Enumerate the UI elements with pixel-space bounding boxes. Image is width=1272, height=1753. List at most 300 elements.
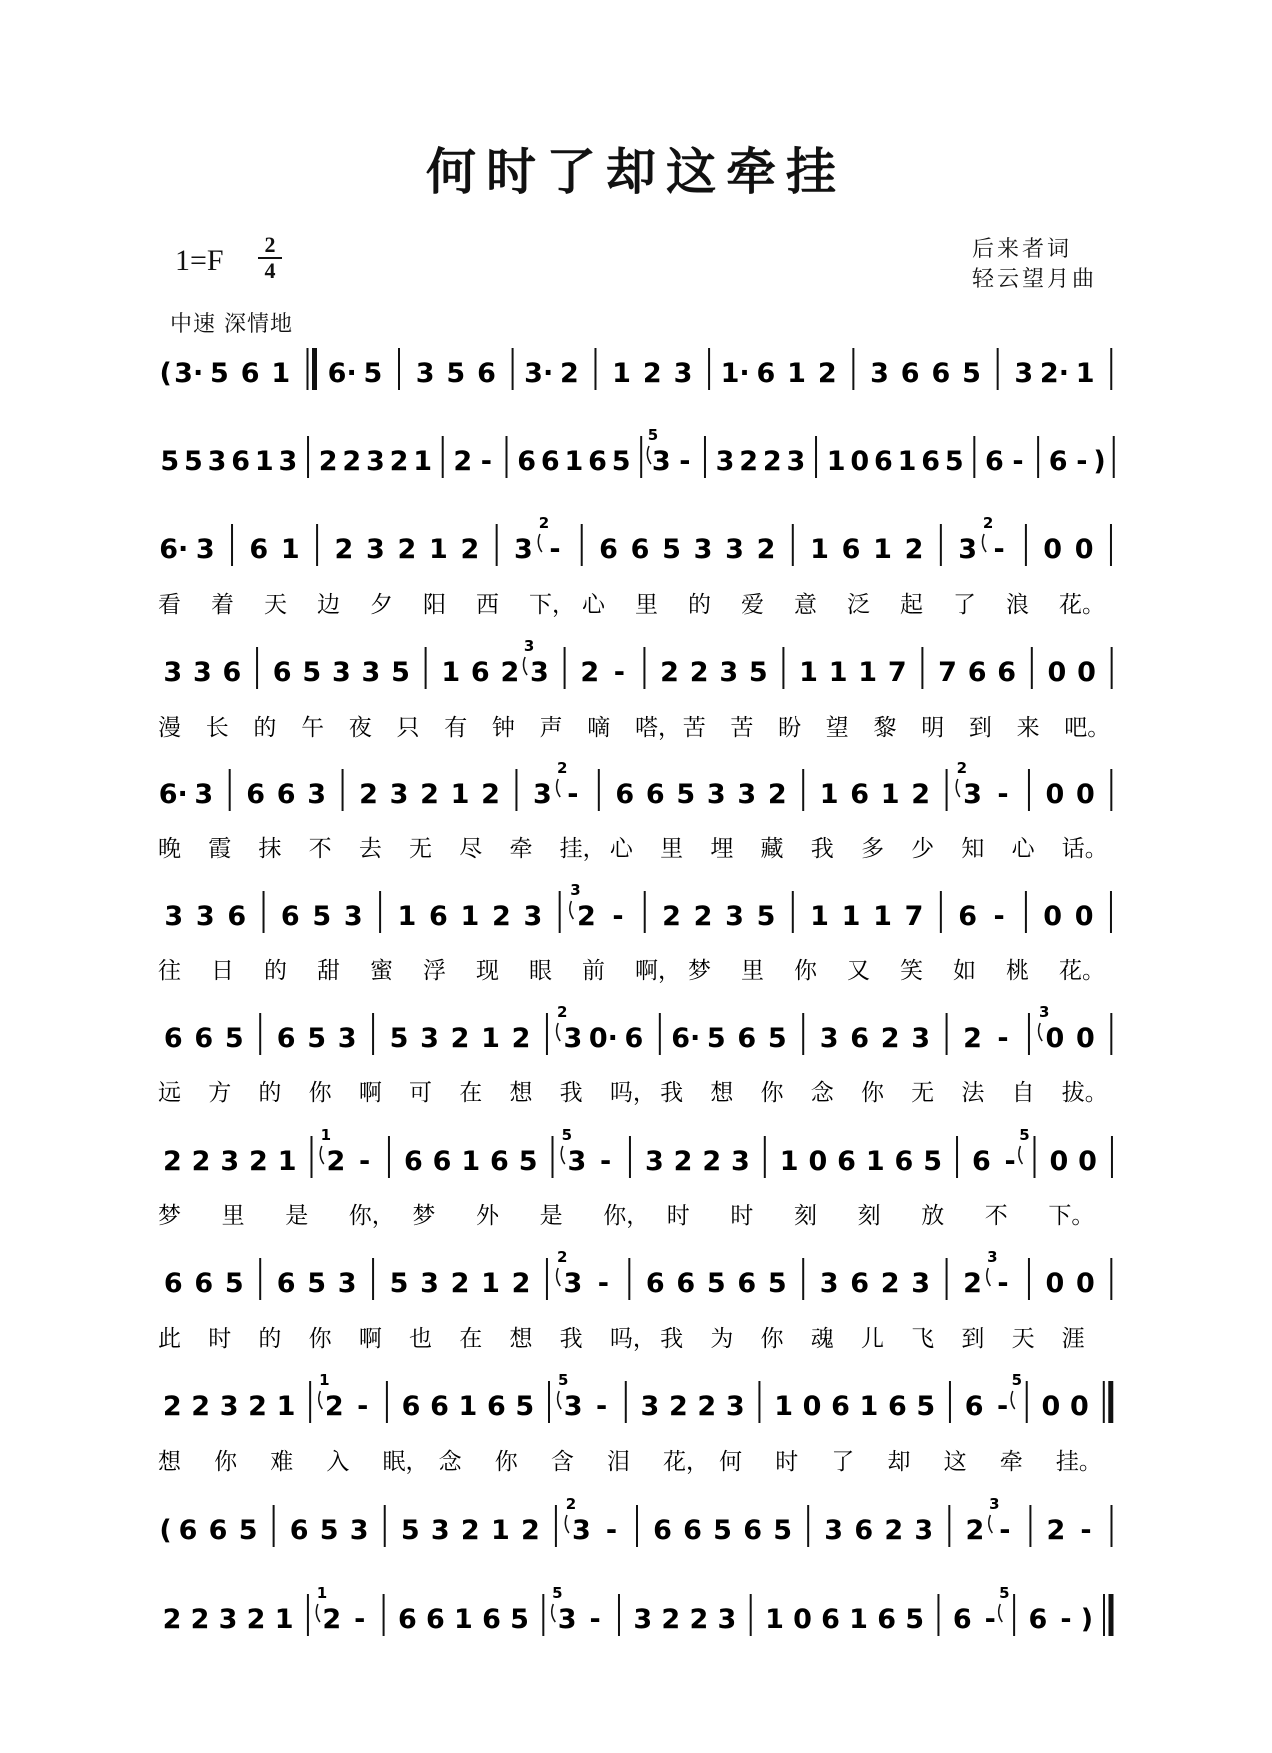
note: 6 (964, 1391, 984, 1422)
note: 6 (887, 1391, 907, 1422)
note: 1 (810, 534, 829, 565)
lyric: 想 (509, 1080, 533, 1106)
lyric: 的 (688, 592, 711, 618)
lyric: 看 (158, 592, 181, 618)
note: 3 (644, 1146, 664, 1177)
note: 1 (826, 446, 846, 477)
note: 2 (904, 534, 924, 565)
note: 1 (765, 1604, 784, 1635)
note: - (599, 1146, 612, 1177)
note: 5 (319, 1515, 339, 1546)
lyric: 下， (529, 592, 575, 618)
lyric: 你 (214, 1449, 238, 1475)
note: 2 (642, 358, 662, 389)
note: 2 (420, 779, 439, 810)
lyric: 你 (308, 1326, 332, 1352)
note: 2 (702, 1146, 722, 1177)
note: 3 (365, 446, 385, 477)
lyric: 少 (911, 836, 935, 862)
grace-hook (538, 534, 542, 552)
note: 2 (661, 1604, 681, 1635)
lyric: 前 (582, 958, 605, 984)
lyric: 我 (660, 1080, 684, 1106)
note: 0 (1075, 779, 1095, 810)
note: 6 (997, 657, 1017, 688)
note: 3 (725, 1391, 745, 1422)
note: 6 (231, 446, 251, 477)
note: 1 (858, 657, 878, 688)
note: 2 (580, 657, 600, 688)
note: 6 (194, 1268, 214, 1299)
lyric: 爱 (741, 592, 764, 618)
note: 6 (756, 358, 776, 389)
lyric: 甜 (317, 958, 340, 984)
note: 3 (731, 1146, 750, 1177)
note: 3 (1014, 358, 1034, 389)
note: 2 (500, 657, 520, 688)
note: 1 (873, 901, 892, 932)
lyric: 眠， (382, 1449, 429, 1475)
lyric: 夕 (370, 592, 393, 618)
lyric: 时 (775, 1449, 799, 1475)
lyric: 霞 (208, 836, 232, 862)
note: 5 (363, 358, 383, 389)
lyric: 你 (308, 1080, 332, 1106)
grace-hook (989, 1515, 993, 1533)
note: 5 (905, 1604, 925, 1635)
note: 5 (662, 534, 681, 565)
lyric: 不 (308, 836, 332, 862)
note: - (1080, 1515, 1092, 1546)
note: 6 (482, 1604, 501, 1635)
note: - (597, 1268, 610, 1299)
lyric: 浪 (1006, 592, 1029, 618)
note: ( (159, 358, 172, 389)
grace-hook (319, 1391, 323, 1409)
note: 1 (460, 901, 480, 932)
lyric: 刻 (857, 1203, 881, 1229)
note: 0 (1074, 901, 1094, 932)
lyric: 你， (348, 1203, 395, 1229)
note: 3 (563, 1391, 583, 1422)
lyric: 了 (953, 592, 976, 618)
key-signature: 1=F (175, 244, 224, 277)
lyric: 了 (831, 1449, 855, 1475)
lyric: 埋 (710, 836, 734, 862)
note: 3 (673, 358, 693, 389)
note: 6 (477, 358, 496, 389)
note: 1 (280, 534, 300, 565)
note: 1 (873, 534, 892, 565)
note: 0 (1045, 1268, 1065, 1299)
note: 6· (327, 358, 357, 389)
lyric: 此 (158, 1326, 181, 1352)
note: 1 (274, 1604, 294, 1635)
note: 2 (559, 358, 579, 389)
note: 3 (307, 779, 327, 810)
lyric: 的 (253, 715, 277, 741)
grace-hook (1011, 1391, 1015, 1409)
note: 6 (222, 657, 242, 688)
note: 2 (1046, 1515, 1066, 1546)
note: 3 (532, 779, 552, 810)
note: 6· (158, 779, 188, 810)
lyric: 我 (559, 1080, 583, 1106)
lyric: 声 (539, 715, 563, 741)
grace-note: 1 (316, 1584, 328, 1602)
note: 6 (958, 901, 978, 932)
grace-note: 1 (319, 1371, 330, 1389)
grace-hook (552, 1604, 556, 1622)
note: 1 (787, 358, 806, 389)
lyric: 我 (660, 1326, 684, 1352)
note: 6 (540, 446, 560, 477)
lyric: 念 (810, 1080, 834, 1106)
note: 0 (1043, 901, 1063, 932)
note: 1 (490, 1515, 510, 1546)
lyric: 吧。 (1064, 715, 1111, 741)
note: 3 (194, 779, 214, 810)
note: 6 (850, 779, 870, 810)
lyric: 嘀 (587, 715, 611, 741)
note: 2 (342, 446, 362, 477)
note: 3 (192, 657, 212, 688)
lyric: 挂。 (1055, 1449, 1102, 1475)
lyric: 西 (476, 592, 499, 618)
lyric: 只 (396, 715, 420, 741)
note: 6 (249, 534, 269, 565)
note: 5 (706, 1023, 726, 1054)
grace-note: 3 (989, 1495, 1000, 1513)
grace-note: 3 (523, 637, 535, 655)
note: 6 (163, 1023, 183, 1054)
lyric: 天 (1011, 1326, 1035, 1352)
grace-note: 5 (647, 426, 659, 444)
note: 6 (276, 779, 296, 810)
lyric: 明 (921, 715, 945, 741)
note: 5 (923, 1146, 943, 1177)
note: 3 (420, 1268, 439, 1299)
lyric: 儿 (860, 1326, 884, 1352)
note: 2 (191, 1391, 211, 1422)
note: 6 (972, 1146, 991, 1177)
lyric: 眼 (529, 958, 552, 984)
lyric: 为 (710, 1326, 734, 1352)
lyric: 的 (264, 958, 287, 984)
note: 6 (952, 1604, 972, 1635)
note: 2 (318, 446, 338, 477)
lyric: 想 (710, 1080, 734, 1106)
note: 5 (210, 358, 229, 389)
lyric: 时 (208, 1326, 232, 1352)
note: - (358, 1146, 371, 1177)
note: 2 (689, 657, 709, 688)
note: 3 (824, 1515, 844, 1546)
note: 3 (278, 446, 298, 477)
note: 6 (401, 1391, 421, 1422)
note: 5 (389, 1268, 409, 1299)
note: 6 (967, 657, 987, 688)
lyric: 自 (1011, 1080, 1035, 1106)
grace-note: 5 (999, 1584, 1010, 1602)
note: 2 (249, 1146, 268, 1177)
note: 6 (894, 1146, 914, 1177)
note: 6 (630, 534, 650, 565)
note: 2 (660, 657, 679, 688)
lyric: 飞 (911, 1326, 935, 1352)
lyric: 泪 (606, 1449, 630, 1475)
note: 2 (911, 779, 931, 810)
note: 1 (413, 446, 433, 477)
note: 2 (322, 1604, 342, 1635)
note: 1 (450, 779, 470, 810)
grace-hook (320, 1146, 324, 1164)
lyric: 尽 (459, 836, 483, 862)
lyric: 啊 (358, 1326, 382, 1352)
lyric: 在 (459, 1326, 483, 1352)
lyric: 长 (205, 715, 229, 741)
lyric: 去 (358, 836, 382, 862)
lyric: 的 (258, 1326, 282, 1352)
note: 0· (588, 1023, 618, 1054)
note: 3 (337, 1268, 357, 1299)
note: 2 (767, 779, 787, 810)
lyric: 吗， (609, 1080, 656, 1106)
note: 3 (651, 446, 671, 477)
note: 6 (743, 1515, 763, 1546)
note: 1 (428, 534, 448, 565)
grace-hook (557, 1268, 561, 1286)
lyric: 下。 (1048, 1203, 1095, 1229)
lyric: 方 (208, 1080, 232, 1106)
note: 2 (397, 534, 417, 565)
note: 5 (518, 1146, 538, 1177)
lyric: 我 (810, 836, 834, 862)
lyric: 花。 (1059, 592, 1105, 618)
note: - (354, 1604, 366, 1635)
note: 6 (831, 1391, 850, 1422)
note: - (1012, 446, 1024, 477)
note: 2 (965, 1515, 985, 1546)
note: - (997, 779, 1009, 810)
note: 3 (693, 534, 713, 565)
grace-note: 3 (1038, 1003, 1050, 1021)
note: 1 (799, 657, 818, 688)
note: 6 (240, 358, 260, 389)
note: 5 (400, 1515, 420, 1546)
note: 1 (849, 1604, 868, 1635)
note: 7 (904, 901, 924, 932)
lyric: 起 (900, 592, 923, 618)
grace-note: 2 (982, 514, 994, 532)
lyric: 何 (719, 1449, 743, 1475)
note: 0 (1075, 1023, 1095, 1054)
note: 3 (567, 1146, 587, 1177)
note: 6 (645, 779, 665, 810)
grace-hook (557, 1023, 561, 1041)
lyric: 难 (270, 1449, 294, 1475)
note: 2 (334, 534, 354, 565)
lyric: 花。 (1059, 958, 1105, 984)
note: 2 (884, 1515, 904, 1546)
note: 3 (530, 657, 549, 688)
note: 6 (985, 446, 1004, 477)
note: 6 (877, 1604, 897, 1635)
note: - (679, 446, 691, 477)
lyric: 可 (409, 1080, 433, 1106)
note: 2 (450, 1268, 470, 1299)
note: 3 (737, 779, 757, 810)
note: 2 (324, 1391, 344, 1422)
note: 5 (160, 446, 180, 477)
note: 6 (289, 1515, 309, 1546)
note: 3 (719, 657, 739, 688)
note: 3 (195, 534, 215, 565)
lyric: 午 (301, 715, 325, 741)
note: 5 (391, 657, 410, 688)
note: 6 (432, 1146, 452, 1177)
note: 3 (365, 534, 385, 565)
note: - (589, 1604, 601, 1635)
composer-credit: 轻云望月曲 (972, 267, 1098, 292)
note: 2 (673, 1146, 693, 1177)
note: 3 (563, 1023, 583, 1054)
note: 3 (331, 657, 351, 688)
lyric: 心 (582, 592, 605, 618)
lyric: 含 (550, 1449, 574, 1475)
lyric: 梦 (412, 1203, 436, 1229)
lyric: 漫 (158, 715, 181, 741)
note: 3 (640, 1391, 660, 1422)
note: 6 (1048, 446, 1068, 477)
note: 1 (841, 901, 861, 932)
note: 3 (819, 1268, 839, 1299)
note: 2 (162, 1391, 182, 1422)
note: 6 (931, 358, 951, 389)
lyric: 笑 (900, 958, 923, 984)
lyric: 放 (921, 1203, 945, 1229)
note: 5 (676, 779, 696, 810)
note: 3 (717, 1604, 737, 1635)
note: 1 (481, 1268, 500, 1299)
note: 3 (963, 779, 982, 810)
note: 2 (460, 534, 480, 565)
note: 3 (207, 446, 227, 477)
note: 5 (224, 1023, 244, 1054)
note: - (549, 534, 561, 565)
lyric: 里 (741, 958, 764, 984)
note: 6· (159, 534, 189, 565)
note: 2 (389, 446, 409, 477)
lyric: 如 (953, 958, 976, 984)
note: 3 (337, 1023, 357, 1054)
note: 1 (458, 1391, 478, 1422)
note: 3 (911, 1268, 931, 1299)
note: 5 (756, 901, 776, 932)
note: 2 (460, 1515, 480, 1546)
note: 3 (786, 446, 806, 477)
note: 1 (461, 1146, 481, 1177)
grace-note: 2 (556, 1248, 568, 1266)
lyric: 是 (285, 1203, 309, 1229)
tempo-marking: 中速 深情地 (170, 312, 293, 337)
note: 3 (218, 1604, 238, 1635)
lyric: 你 (860, 1080, 884, 1106)
note: 6 (426, 1604, 445, 1635)
lyric: 你， (603, 1203, 650, 1229)
meter-bottom: 4 (264, 258, 276, 283)
lyric: 入 (326, 1449, 350, 1475)
lyric: 你 (494, 1449, 518, 1475)
note: 1 (828, 657, 848, 688)
grace-note: 5 (552, 1584, 563, 1602)
lyric: 抹 (258, 836, 282, 862)
note: 6 (737, 1268, 757, 1299)
note: 2 (491, 901, 511, 932)
lyric: 桃 (1006, 958, 1029, 984)
note: 5 (307, 1023, 327, 1054)
note: 0 (1074, 534, 1094, 565)
lyric: 啊 (358, 1080, 382, 1106)
note: 0 (1078, 1146, 1097, 1177)
note: 3 (514, 534, 533, 565)
note: 3 (219, 1391, 239, 1422)
note: 5 (302, 657, 322, 688)
note: 3 (911, 1023, 931, 1054)
lyric: 牵 (999, 1449, 1023, 1475)
lyric: 来 (1016, 715, 1040, 741)
lyric: 时 (666, 1203, 690, 1229)
grace-hook (565, 1515, 569, 1533)
song-title: 何时了却这牵挂 (426, 142, 846, 201)
lyric: 现 (476, 958, 499, 984)
note: 3 (195, 901, 215, 932)
note: 3 (958, 534, 978, 565)
note: - (993, 534, 1005, 565)
grace-hook (524, 657, 528, 675)
note: 0 (850, 446, 870, 477)
lyric: 你 (760, 1326, 784, 1352)
lyric: 无 (409, 836, 433, 862)
note: 6 (873, 446, 893, 477)
note: 2 (520, 1515, 540, 1546)
lyric: 知 (961, 836, 985, 862)
note: 3 (415, 358, 435, 389)
note: 1 (1075, 358, 1095, 389)
note: 6 (276, 1023, 296, 1054)
note: 3 (563, 1268, 583, 1299)
note: 0 (1049, 1146, 1069, 1177)
lyric: 夜 (348, 715, 372, 741)
note: 3 (870, 358, 889, 389)
lyric: 花， (663, 1449, 710, 1475)
note: 6 (398, 1604, 417, 1635)
lyric: 挂， (559, 836, 606, 862)
lyric: 苦 (730, 715, 754, 741)
note: 1 (779, 1146, 799, 1177)
note: 3 (633, 1604, 653, 1635)
lyric: 到 (968, 715, 992, 741)
note: 1 (810, 901, 829, 932)
lyric: 泛 (847, 592, 870, 618)
lyric: 着 (211, 592, 234, 618)
note: 2 (481, 779, 500, 810)
note: 1 (481, 1023, 500, 1054)
lyric: 话。 (1061, 836, 1108, 862)
note: 5 (944, 446, 964, 477)
note: 6 (428, 901, 448, 932)
lyric: 想 (509, 1326, 533, 1352)
